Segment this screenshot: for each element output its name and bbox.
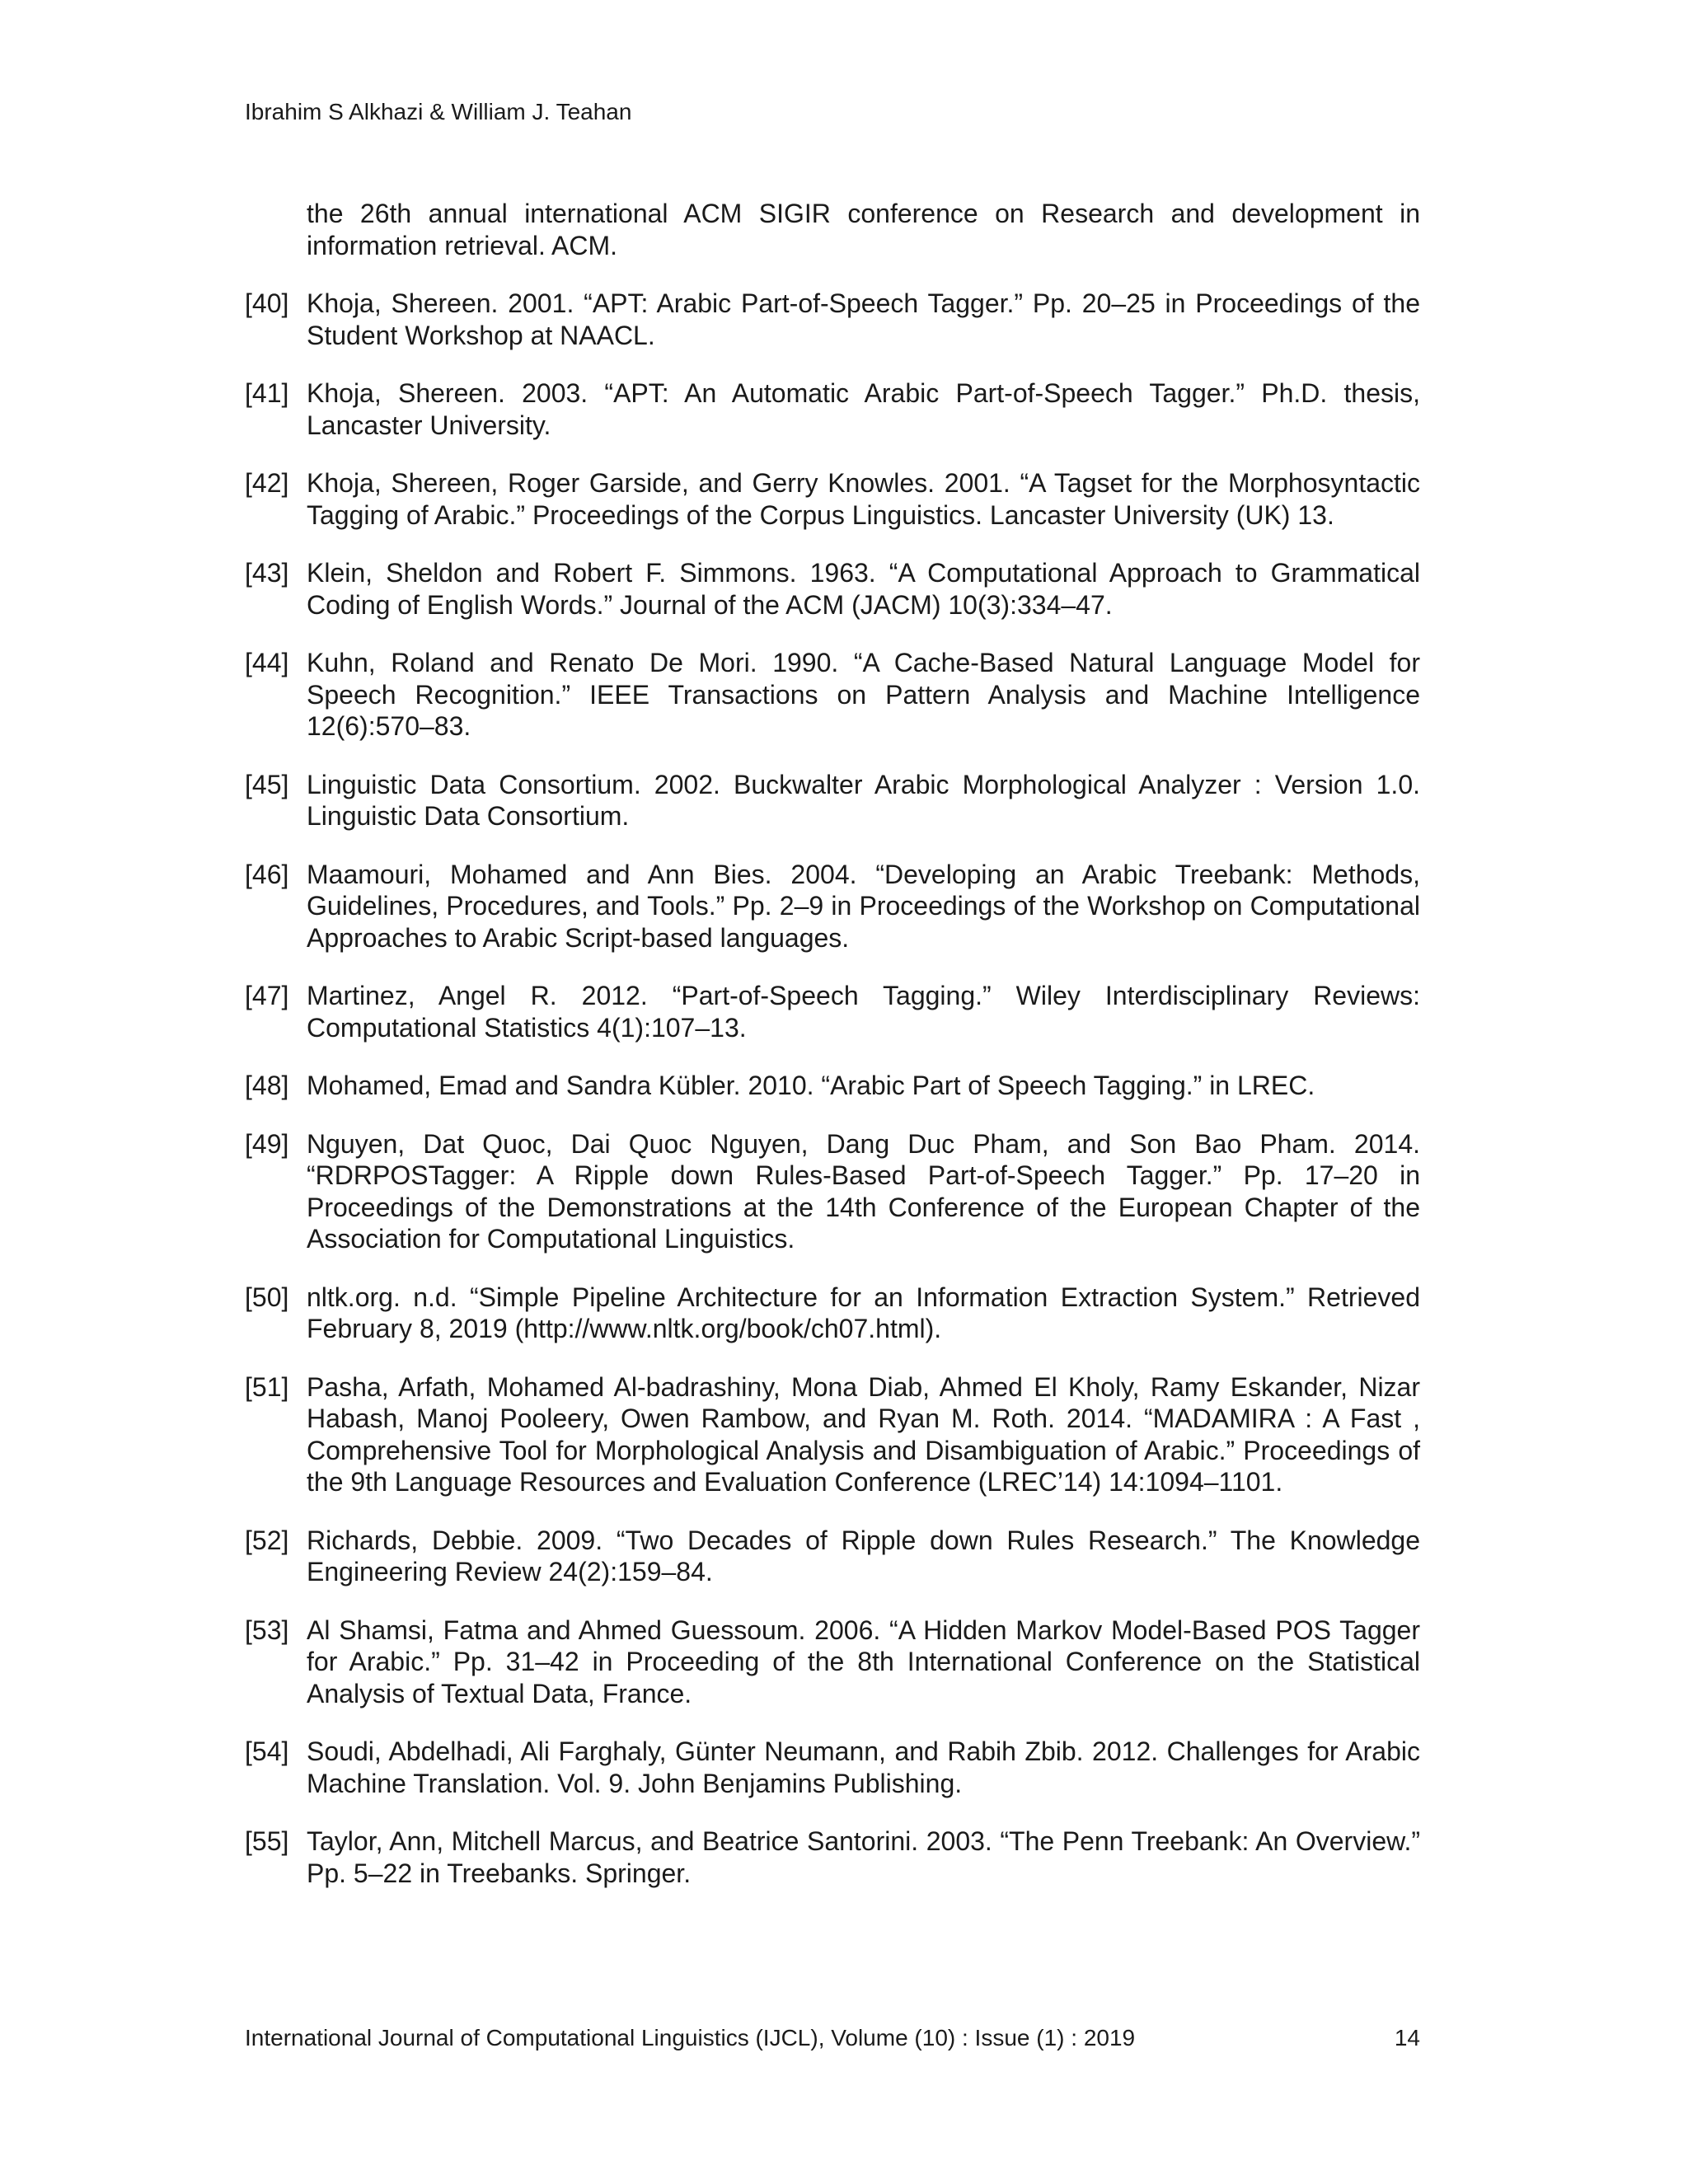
reference-number: [44]	[245, 648, 289, 677]
reference-item-55	[245, 1825, 1420, 1889]
reference-number: [49]	[245, 1128, 289, 1159]
reference-text: Pasha, Arfath, Mohamed Al-badrashiny, Mona Diab, Ahmed El Kholy, Ramy Eskander, Nizar Habash, Manoj Pooleery, Owen Rambow, and Ryan M. Roth. 2014. “MADAMIRA : A Fast , Comprehensive Tool for Morphological Analysis and Disambiguation of Arabic.” Proceedings of the 9th Language Resources and Evaluation Conference (LREC’14) 14:1094–1101.	[307, 1371, 1420, 1497]
reference-text: Al Shamsi, Fatma and Ahmed Guessoum. 2006. “A Hidden Markov Model-Based POS Tagger for Arabic.” Pp. 31–42 in Proceeding of the 8th International Conference on the Statistical Analysis of Textual Data, France.	[307, 1615, 1420, 1708]
reference-number: [50]	[245, 1282, 289, 1312]
reference-item-41	[245, 377, 1420, 441]
reference-item-47	[245, 980, 1420, 1043]
reference-number: [42]	[245, 468, 289, 498]
reference-text: Khoja, Shereen. 2001. “APT: Arabic Part-of-Speech Tagger.” Pp. 20–25 in Proceedings of the Student Workshop at NAACL.	[307, 288, 1420, 350]
reference-item-continued	[245, 198, 1420, 261]
reference-text: Klein, Sheldon and Robert F. Simmons. 1963. “A Computational Approach to Grammatical Coding of English Words.” Journal of the ACM (JACM) 10(3):334–47.	[307, 558, 1420, 620]
reference-number: [47]	[245, 981, 289, 1010]
reference-number: [43]	[245, 558, 289, 588]
reference-number: [55]	[245, 1826, 289, 1856]
reference-number: [46]	[245, 859, 289, 889]
reference-item-53	[245, 1615, 1420, 1710]
reference-text: Richards, Debbie. 2009. “Two Decades of Ripple down Rules Research.” The Knowledge Engineering Review 24(2):159–84.	[307, 1525, 1420, 1586]
reference-number: [40]	[245, 288, 289, 318]
reference-number: [53]	[245, 1615, 289, 1645]
reference-item-43	[245, 557, 1420, 621]
footer-journal: International Journal of Computational Linguistics (IJCL), Volume (10) : Issue (1) : 2019	[245, 2025, 1136, 2050]
header-authors: Ibrahim S Alkhazi & William J. Teahan	[245, 99, 632, 124]
reference-item-51	[245, 1371, 1420, 1498]
reference-text: the 26th annual international ACM SIGIR conference on Research and development in information retrieval. ACM.	[307, 199, 1420, 260]
reference-number: [41]	[245, 378, 289, 408]
reference-item-40	[245, 288, 1420, 351]
reference-text: Soudi, Abdelhadi, Ali Farghaly, Günter Neumann, and Rabih Zbib. 2012. Challenges for Arabic Machine Translation. Vol. 9. John Benjamins Publishing.	[307, 1736, 1420, 1798]
reference-number: [48]	[245, 1071, 289, 1100]
reference-item-42	[245, 467, 1420, 531]
reference-number: [45]	[245, 769, 289, 799]
reference-text: Kuhn, Roland and Renato De Mori. 1990. “A Cache-Based Natural Language Model for Speech Recognition.” IEEE Transactions on Pattern Analysis and Machine Intelligence 12(6):570–83.	[307, 648, 1420, 741]
reference-number: [54]	[245, 1736, 289, 1766]
reference-text: Taylor, Ann, Mitchell Marcus, and Beatrice Santorini. 2003. “The Penn Treebank: An Overview.” Pp. 5–22 in Treebanks. Springer.	[307, 1826, 1420, 1888]
reference-item-50	[245, 1282, 1420, 1345]
reference-item-49	[245, 1128, 1420, 1255]
reference-item-44	[245, 647, 1420, 743]
reference-text: nltk.org. n.d. “Simple Pipeline Architecture for an Information Extraction System.” Retrieved February 8, 2019 (http://www.nltk.org/book/ch07.html).	[307, 1282, 1420, 1343]
reference-list	[245, 198, 1420, 1915]
reference-text: Mohamed, Emad and Sandra Kübler. 2010. “Arabic Part of Speech Tagging.” in LREC.	[307, 1071, 1315, 1100]
reference-number: [51]	[245, 1371, 289, 1402]
reference-text: Martinez, Angel R. 2012. “Part-of-Speech Tagging.” Wiley Interdisciplinary Reviews: Computational Statistics 4(1):107–13.	[307, 981, 1420, 1043]
running-header	[245, 97, 631, 127]
reference-number: [52]	[245, 1525, 289, 1555]
reference-text: Khoja, Shereen. 2003. “APT: An Automatic Arabic Part-of-Speech Tagger.” Ph.D. thesis, Lancaster University.	[307, 378, 1420, 440]
reference-item-54	[245, 1736, 1420, 1799]
reference-item-46	[245, 859, 1420, 954]
reference-item-48	[245, 1070, 1420, 1102]
reference-item-45	[245, 769, 1420, 832]
reference-text: Linguistic Data Consortium. 2002. Buckwalter Arabic Morphological Analyzer : Version 1.0. Linguistic Data Consortium.	[307, 769, 1420, 831]
reference-text: Maamouri, Mohamed and Ann Bies. 2004. “Developing an Arabic Treebank: Methods, Guidelines, Procedures, and Tools.” Pp. 2–9 in Proceedings of the Workshop on Computational Approaches to Arabic Script-based languages.	[307, 859, 1420, 953]
reference-text: Nguyen, Dat Quoc, Dai Quoc Nguyen, Dang Duc Pham, and Son Bao Pham. 2014. “RDRPOSTagger: A Ripple down Rules-Based Part-of-Speech Tagger.” Pp. 17–20 in Proceedings of the Demonstrations at the 14th Conference of the European Chapter of the Association for Computational Linguistics.	[307, 1128, 1420, 1254]
reference-item-52	[245, 1525, 1420, 1588]
reference-text: Khoja, Shereen, Roger Garside, and Gerry Knowles. 2001. “A Tagset for the Morphosyntactic Tagging of Arabic.” Proceedings of the Corpus Linguistics. Lancaster University (UK) 13.	[307, 468, 1420, 530]
page-number: 14	[1394, 2025, 1420, 2050]
